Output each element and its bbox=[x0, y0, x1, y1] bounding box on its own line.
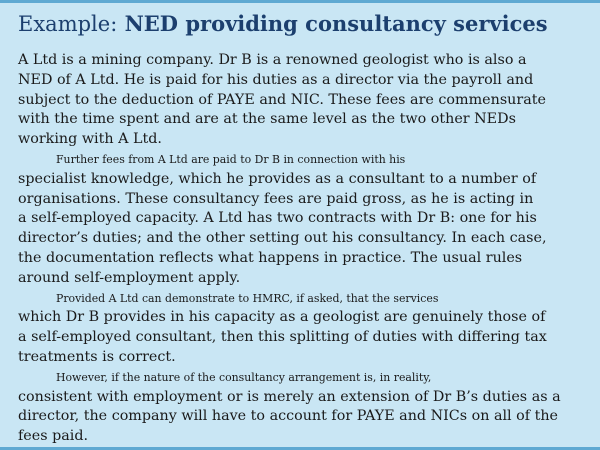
paragraph-1 bbox=[18, 51, 590, 150]
text-line: A Ltd is a mining company. Dr B is a renowned geologist who is also a bbox=[18, 52, 527, 68]
text-line: subject to the deduction of PAYE and NIC. These fees are commensurate bbox=[18, 91, 546, 108]
text-line: a self-employed consultant, then this splitting of duties with differing tax bbox=[18, 329, 547, 346]
text-line: director, the company will have to account for PAYE and NICs on all of the bbox=[18, 408, 559, 425]
example-title bbox=[18, 11, 548, 37]
text-line: Further fees from A Ltd are paid to Dr B in connection with his bbox=[56, 152, 406, 166]
text-line: director’s duties; and the other setting out his consultancy. In each case, bbox=[18, 230, 547, 247]
text-line: specialist knowledge, which he provides as a consultant to a number of bbox=[18, 170, 537, 187]
text-line: NED of A Ltd. He is paid for his duties as a director via the payroll and bbox=[18, 71, 534, 88]
text-line: Provided A Ltd can demonstrate to HMRC, if asked, that the services bbox=[56, 291, 439, 305]
text-line: treatments is correct. bbox=[18, 348, 176, 365]
text-line: with the time spent and are at the same level as the two other NEDs bbox=[18, 111, 516, 128]
text-line: a self-employed capacity. A Ltd has two contracts with Dr B: one for his bbox=[18, 210, 537, 227]
text-line: However, if the nature of the consultancy arrangement is, in reality, bbox=[56, 370, 432, 384]
paragraph-4 bbox=[18, 368, 590, 447]
example-heading: NED providing consultancy services bbox=[124, 11, 548, 36]
text-line: which Dr B provides in his capacity as a geologist are genuinely those of bbox=[18, 309, 546, 326]
example-body bbox=[18, 51, 590, 447]
text-line: consistent with employment or is merely an extension of Dr B’s duties as a bbox=[18, 388, 561, 405]
example-label: Example: bbox=[18, 12, 118, 36]
text-line: working with A Ltd. bbox=[18, 131, 162, 148]
paragraph-2 bbox=[18, 150, 590, 289]
text-line: the documentation reflects what happens in practice. The usual rules bbox=[18, 249, 523, 266]
text-line: fees paid. bbox=[18, 428, 89, 445]
text-line: around self-employment apply. bbox=[18, 269, 241, 286]
paragraph-3 bbox=[18, 289, 590, 368]
text-line: organisations. These consultancy fees are paid gross, as he is acting in bbox=[18, 190, 534, 207]
